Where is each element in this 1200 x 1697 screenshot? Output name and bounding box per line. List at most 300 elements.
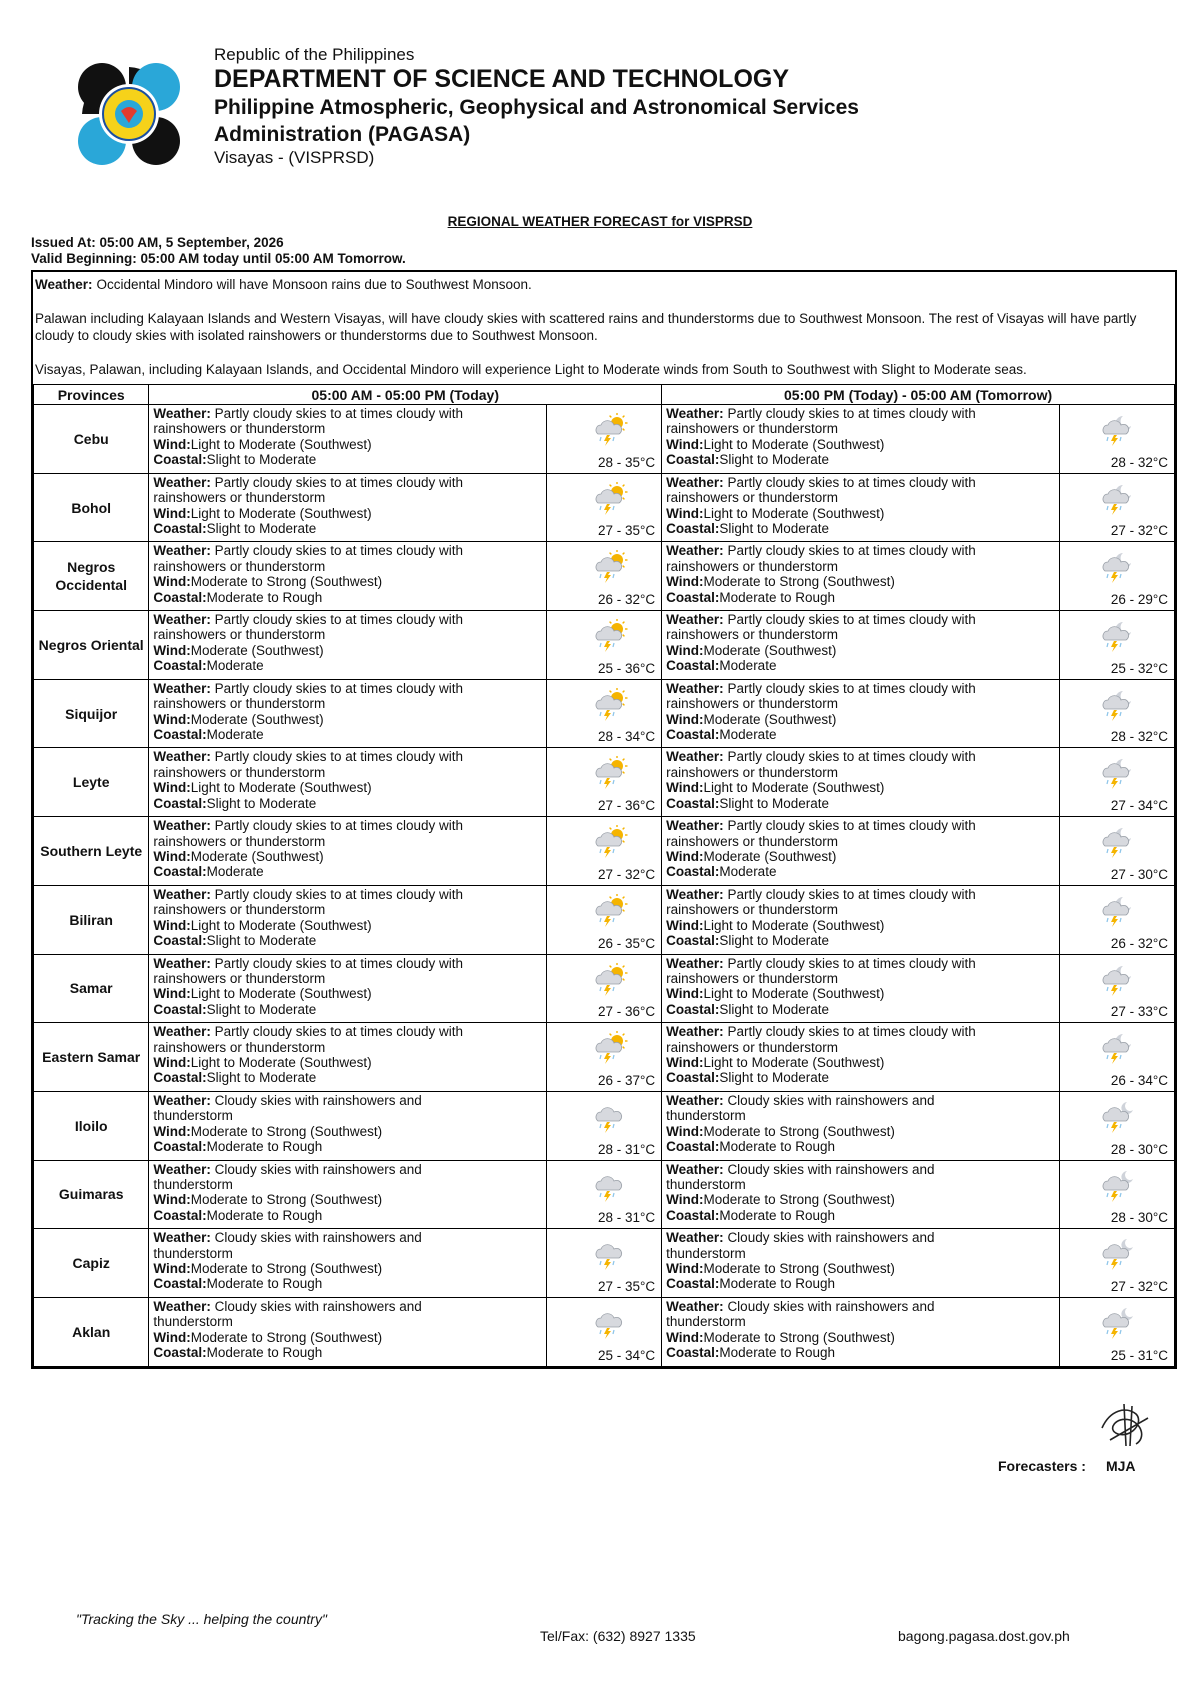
weather-value: Partly cloudy skies to at times cloudy with	[214, 406, 464, 421]
weather-line2	[153, 1246, 541, 1261]
coastal-value: Slight to Moderate	[719, 795, 829, 811]
partly-cloudy-thunderstorm-night-icon	[1099, 1031, 1135, 1065]
weather-label: Weather:	[153, 543, 211, 559]
coastal-value: Moderate to Rough	[719, 589, 835, 605]
partly-cloudy-thunderstorm-night-icon	[1099, 619, 1135, 653]
weather-value2: rainshowers or thunderstorm	[153, 490, 326, 506]
temperature-range: 26 - 37°C	[597, 1072, 656, 1088]
weather-line2	[666, 559, 1054, 574]
table-row	[34, 748, 1175, 817]
forecast-desc-today	[149, 1297, 546, 1366]
weather-line	[666, 1093, 1054, 1108]
weather-value2: rainshowers or thunderstorm	[153, 902, 326, 918]
forecast-icon-cell-night	[1059, 473, 1174, 542]
weather-label: Weather:	[153, 612, 211, 628]
temperature-range: 28 - 32°C	[1110, 454, 1168, 470]
weather-line2	[666, 902, 1054, 917]
province-name: Negros Oriental	[34, 611, 149, 680]
partly-cloudy-thunderstorm-night-icon	[1099, 894, 1135, 928]
forecast-desc-today	[149, 1229, 546, 1298]
coastal-label: Coastal:	[666, 658, 720, 674]
wind-line	[666, 574, 1054, 589]
weather-line	[153, 543, 541, 558]
forecast-icon-cell-night	[1059, 954, 1174, 1023]
coastal-value: Slight to Moderate	[206, 1001, 317, 1017]
forecast-desc-tonight	[662, 1091, 1059, 1160]
partly-cloudy-thunderstorm-night-icon	[1099, 413, 1135, 447]
weather-value: Partly cloudy skies to at times cloudy with	[727, 749, 976, 765]
cloudy-thunderstorm-night-icon	[1099, 1237, 1135, 1271]
weather-line2	[666, 1314, 1054, 1329]
weather-value: Partly cloudy skies to at times cloudy with	[727, 543, 976, 559]
partly-cloudy-thunderstorm-day-icon	[592, 619, 628, 653]
wind-value: Moderate to Strong (Southwest)	[703, 1192, 895, 1208]
forecast-desc-today	[149, 954, 546, 1023]
temperature-range: 27 - 30°C	[1110, 866, 1168, 882]
coastal-line	[666, 1208, 1054, 1223]
partly-cloudy-thunderstorm-night-icon	[1099, 482, 1135, 516]
partly-cloudy-thunderstorm-day-icon	[592, 413, 628, 447]
weather-line	[153, 1162, 541, 1177]
forecast-desc-today	[149, 611, 546, 680]
weather-line	[666, 887, 1054, 902]
forecast-icon-cell-night	[1059, 1297, 1174, 1366]
province-name: Southern Leyte	[34, 817, 149, 886]
temperature-range: 25 - 34°C	[597, 1347, 656, 1363]
weather-label: Weather:	[666, 818, 724, 834]
coastal-line	[153, 521, 541, 536]
table-header-row	[34, 385, 1175, 405]
wind-line	[666, 643, 1054, 658]
table-row	[34, 679, 1175, 748]
weather-value2: thunderstorm	[666, 1108, 746, 1124]
wind-value: Moderate (Southwest)	[703, 642, 837, 658]
weather-value: Cloudy skies with rainshowers and	[214, 1298, 422, 1314]
synopsis-p3: Visayas, Palawan, including Kalayaan Islands, and Occidental Mindoro will experience Light to Moderate winds from South to Southwest with Slight to Moderate seas.	[35, 362, 1027, 377]
footer-website[interactable]: bagong.pagasa.dost.gov.ph	[898, 1628, 1070, 1644]
temperature-range: 26 - 35°C	[597, 935, 656, 951]
weather-value2: rainshowers or thunderstorm	[153, 421, 326, 437]
forecast-icon-cell-day	[546, 473, 661, 542]
wind-line	[153, 712, 541, 727]
coastal-label: Coastal:	[666, 1139, 720, 1155]
wind-label: Wind:	[666, 436, 704, 452]
weather-line2	[153, 490, 541, 505]
forecast-icon-cell-day	[546, 1297, 661, 1366]
coastal-label: Coastal:	[666, 1276, 720, 1292]
forecast-desc-today	[149, 542, 546, 611]
weather-value2: rainshowers or thunderstorm	[153, 558, 326, 574]
partly-cloudy-thunderstorm-day-icon	[592, 825, 628, 859]
wind-line	[153, 1330, 541, 1345]
coastal-line	[666, 933, 1054, 948]
wind-line	[666, 712, 1054, 727]
wind-value: Light to Moderate (Southwest)	[703, 917, 885, 933]
partly-cloudy-thunderstorm-day-icon	[592, 688, 628, 722]
cloudy-thunderstorm-icon	[592, 1169, 628, 1203]
weather-line2	[153, 834, 541, 849]
coastal-value: Slight to Moderate	[719, 1070, 829, 1086]
wind-label: Wind:	[666, 1055, 704, 1070]
partly-cloudy-thunderstorm-day-icon	[592, 550, 628, 584]
coastal-line	[153, 1070, 541, 1085]
wind-line	[153, 643, 541, 658]
coastal-value: Moderate to Rough	[719, 1139, 835, 1155]
weather-line	[153, 1230, 541, 1245]
forecast-icon-cell-day	[546, 611, 661, 680]
weather-value2: rainshowers or thunderstorm	[153, 833, 326, 849]
coastal-value: Moderate to Rough	[719, 1345, 835, 1361]
wind-label: Wind:	[666, 1261, 704, 1277]
wind-value: Moderate to Strong (Southwest)	[703, 1261, 895, 1277]
coastal-value: Moderate to Rough	[206, 1139, 323, 1155]
wind-value: Light to Moderate (Southwest)	[190, 986, 372, 1002]
coastal-label: Coastal:	[666, 520, 720, 536]
coastal-line	[153, 1276, 541, 1291]
wind-line	[666, 1055, 1054, 1070]
wind-label: Wind:	[666, 711, 704, 727]
weather-line2	[666, 765, 1054, 780]
weather-line	[666, 475, 1054, 490]
wind-label: Wind:	[153, 642, 191, 658]
agency-name-line2: Administration (PAGASA)	[214, 123, 471, 146]
weather-label: Weather:	[666, 886, 724, 902]
weather-label: Weather:	[666, 1161, 724, 1177]
wind-value: Moderate to Strong (Southwest)	[703, 1329, 895, 1345]
issue-info	[31, 235, 406, 267]
weather-value: Cloudy skies with rainshowers and	[727, 1092, 935, 1108]
forecast-desc-today	[149, 748, 546, 817]
coastal-line	[666, 1070, 1054, 1085]
weather-line	[666, 612, 1054, 627]
wind-label: Wind:	[666, 505, 704, 521]
coastal-value: Moderate to Rough	[206, 1276, 323, 1292]
forecast-desc-tonight	[662, 1229, 1059, 1298]
coastal-label: Coastal:	[666, 726, 720, 742]
province-name: Leyte	[34, 748, 149, 817]
forecast-desc-today	[149, 473, 546, 542]
weather-label: Weather:	[666, 680, 724, 696]
weather-line	[666, 681, 1054, 696]
wind-label: Wind:	[666, 574, 704, 590]
coastal-line	[666, 1139, 1054, 1154]
coastal-label: Coastal:	[153, 658, 207, 674]
coastal-label: Coastal:	[153, 1207, 207, 1223]
weather-value: Cloudy skies with rainshowers and	[727, 1230, 935, 1246]
weather-line	[153, 956, 541, 971]
weather-value: Partly cloudy skies to at times cloudy with	[214, 680, 464, 696]
forecast-icon-cell-day	[546, 748, 661, 817]
partly-cloudy-thunderstorm-night-icon	[1099, 756, 1135, 790]
coastal-line	[666, 452, 1054, 467]
weather-line	[153, 612, 541, 627]
weather-label: Weather:	[153, 1024, 211, 1040]
forecast-box	[31, 270, 1177, 1369]
weather-label: Weather:	[153, 474, 211, 490]
weather-value: Partly cloudy skies to at times cloudy with	[214, 818, 464, 834]
weather-value2: rainshowers or thunderstorm	[666, 627, 838, 643]
coastal-label: Coastal:	[666, 795, 720, 811]
coastal-value: Slight to Moderate	[719, 520, 829, 536]
coastal-line	[153, 590, 541, 605]
weather-line	[153, 406, 541, 421]
partly-cloudy-thunderstorm-day-icon	[592, 1031, 628, 1065]
coastal-value: Slight to Moderate	[719, 933, 829, 949]
wind-label: Wind:	[666, 780, 704, 796]
wind-label: Wind:	[153, 1192, 191, 1208]
coastal-value: Moderate	[719, 726, 777, 742]
forecast-icon-cell-night	[1059, 748, 1174, 817]
temperature-range: 25 - 31°C	[1110, 1347, 1168, 1363]
weather-value: Partly cloudy skies to at times cloudy with	[214, 1024, 464, 1040]
weather-value: Partly cloudy skies to at times cloudy with	[727, 406, 976, 421]
temperature-range: 28 - 32°C	[1110, 729, 1168, 745]
forecast-desc-today	[149, 1160, 546, 1229]
weather-label: Weather:	[153, 680, 211, 696]
weather-value2: thunderstorm	[153, 1176, 233, 1192]
weather-value2: rainshowers or thunderstorm	[666, 970, 838, 986]
letterhead-text	[214, 45, 859, 168]
wind-line	[666, 1192, 1054, 1207]
weather-line	[153, 1093, 541, 1108]
weather-value2: rainshowers or thunderstorm	[153, 764, 326, 780]
weather-value2: thunderstorm	[666, 1314, 746, 1330]
forecast-desc-today	[149, 885, 546, 954]
forecast-desc-tonight	[662, 1023, 1059, 1092]
weather-line	[153, 749, 541, 764]
letterhead	[74, 45, 974, 180]
weather-value: Partly cloudy skies to at times cloudy with	[727, 818, 976, 834]
forecast-desc-tonight	[662, 1160, 1059, 1229]
weather-line2	[666, 971, 1054, 986]
weather-line	[153, 887, 541, 902]
coastal-line	[666, 1345, 1054, 1360]
province-name: Bohol	[34, 473, 149, 542]
forecast-desc-tonight	[662, 542, 1059, 611]
weather-value2: thunderstorm	[153, 1245, 233, 1261]
table-row	[34, 405, 1175, 474]
weather-line2	[666, 1177, 1054, 1192]
weather-label: Weather:	[153, 886, 211, 902]
coastal-line	[153, 864, 541, 879]
province-name: Aklan	[34, 1297, 149, 1366]
table-row	[34, 611, 1175, 680]
weather-line	[153, 1299, 541, 1314]
coastal-line	[666, 521, 1054, 536]
wind-line	[666, 1261, 1054, 1276]
table-row	[34, 1023, 1175, 1092]
coastal-line	[153, 658, 541, 673]
forecast-desc-today	[149, 679, 546, 748]
weather-value: Partly cloudy skies to at times cloudy with	[727, 1024, 976, 1040]
weather-line	[153, 818, 541, 833]
weather-value2: thunderstorm	[153, 1108, 233, 1124]
weather-value: Partly cloudy skies to at times cloudy with	[214, 749, 464, 765]
partly-cloudy-thunderstorm-night-icon	[1099, 550, 1135, 584]
weather-label: Weather:	[666, 749, 724, 765]
weather-label: Weather:	[666, 1230, 724, 1246]
weather-value: Cloudy skies with rainshowers and	[214, 1161, 422, 1177]
coastal-value: Moderate	[206, 658, 264, 674]
wind-line	[153, 1055, 541, 1070]
forecasters-line	[998, 1458, 1136, 1474]
forecast-icon-cell-day	[546, 885, 661, 954]
cloudy-thunderstorm-night-icon	[1099, 1169, 1135, 1203]
forecast-icon-cell-night	[1059, 679, 1174, 748]
weather-label: Weather:	[666, 612, 724, 628]
weather-value: Partly cloudy skies to at times cloudy with	[727, 955, 976, 971]
coastal-label: Coastal:	[153, 589, 207, 605]
table-row	[34, 542, 1175, 611]
weather-line	[666, 749, 1054, 764]
forecast-icon-cell-night	[1059, 611, 1174, 680]
weather-value: Partly cloudy skies to at times cloudy with	[214, 886, 464, 902]
temperature-range: 28 - 30°C	[1110, 1210, 1168, 1226]
coastal-label: Coastal:	[666, 452, 720, 468]
wind-value: Light to Moderate (Southwest)	[703, 505, 885, 521]
weather-label: Weather:	[666, 955, 724, 971]
wind-line	[666, 849, 1054, 864]
weather-label: Weather:	[153, 955, 211, 971]
weather-label: Weather:	[666, 1298, 724, 1314]
wind-label: Wind:	[666, 848, 704, 864]
wind-line	[153, 986, 541, 1001]
forecast-desc-tonight	[662, 679, 1059, 748]
province-name: Eastern Samar	[34, 1023, 149, 1092]
wind-label: Wind:	[153, 505, 191, 521]
table-row	[34, 1229, 1175, 1298]
col-tonight: 05:00 PM (Today) - 05:00 AM (Tomorrow)	[662, 385, 1175, 405]
temperature-range: 26 - 32°C	[1110, 935, 1168, 951]
weather-line	[666, 406, 1054, 421]
weather-line2	[153, 696, 541, 711]
coastal-label: Coastal:	[666, 864, 720, 880]
weather-line2	[666, 490, 1054, 505]
forecast-desc-tonight	[662, 473, 1059, 542]
province-name: Samar	[34, 954, 149, 1023]
temperature-range: 27 - 33°C	[1110, 1004, 1168, 1020]
forecast-icon-cell-night	[1059, 1091, 1174, 1160]
weather-label: Weather:	[666, 543, 724, 559]
weather-label: Weather:	[666, 1092, 724, 1108]
partly-cloudy-thunderstorm-day-icon	[592, 756, 628, 790]
wind-label: Wind:	[666, 1123, 704, 1139]
forecast-icon-cell-day	[546, 1229, 661, 1298]
coastal-label: Coastal:	[153, 1139, 207, 1155]
coastal-line	[666, 1276, 1054, 1291]
forecast-desc-tonight	[662, 954, 1059, 1023]
weather-value2: rainshowers or thunderstorm	[666, 764, 838, 780]
weather-line2	[666, 1040, 1054, 1055]
wind-line	[153, 574, 541, 589]
province-name: Iloilo	[34, 1091, 149, 1160]
wind-label: Wind:	[153, 1123, 191, 1139]
province-name: Biliran	[34, 885, 149, 954]
wind-line	[666, 437, 1054, 452]
weather-value2: rainshowers or thunderstorm	[666, 696, 838, 712]
coastal-line	[666, 796, 1054, 811]
weather-value: Cloudy skies with rainshowers and	[727, 1161, 935, 1177]
wind-label: Wind:	[666, 1329, 704, 1345]
synopsis-label: Weather:	[35, 277, 93, 292]
weather-line	[666, 1024, 1054, 1039]
coastal-line	[666, 1002, 1054, 1017]
wind-label: Wind:	[666, 1192, 704, 1208]
coastal-label: Coastal:	[153, 1070, 207, 1086]
forecast-icon-cell-day	[546, 1091, 661, 1160]
forecast-desc-today	[149, 817, 546, 886]
temperature-range: 25 - 36°C	[597, 660, 656, 676]
province-forecast-table	[33, 384, 1175, 1367]
weather-value2: rainshowers or thunderstorm	[666, 490, 838, 506]
wind-value: Light to Moderate (Southwest)	[703, 1055, 885, 1070]
wind-line	[153, 437, 541, 452]
weather-value2: rainshowers or thunderstorm	[153, 1039, 326, 1055]
temperature-range: 27 - 35°C	[597, 1278, 656, 1294]
weather-label: Weather:	[153, 1161, 211, 1177]
coastal-value: Slight to Moderate	[206, 1070, 317, 1086]
weather-line2	[153, 1040, 541, 1055]
wind-line	[666, 1330, 1054, 1345]
weather-value: Partly cloudy skies to at times cloudy with	[214, 612, 464, 628]
wind-label: Wind:	[153, 780, 191, 796]
wind-label: Wind:	[153, 711, 191, 727]
wind-label: Wind:	[153, 848, 191, 864]
weather-value2: rainshowers or thunderstorm	[153, 970, 326, 986]
agency-name-line1: Philippine Atmospheric, Geophysical and Astronomical Services	[214, 96, 859, 119]
weather-line	[666, 1162, 1054, 1177]
cloudy-thunderstorm-icon	[592, 1237, 628, 1271]
province-name: Siquijor	[34, 679, 149, 748]
temperature-range: 25 - 32°C	[1110, 660, 1168, 676]
coastal-value: Slight to Moderate	[719, 452, 829, 468]
forecast-icon-cell-day	[546, 542, 661, 611]
forecast-desc-today	[149, 1023, 546, 1092]
partly-cloudy-thunderstorm-day-icon	[592, 482, 628, 516]
weather-label: Weather:	[666, 1024, 724, 1040]
coastal-line	[153, 1139, 541, 1154]
weather-line	[153, 475, 541, 490]
table-row	[34, 1160, 1175, 1229]
weather-line	[666, 818, 1054, 833]
weather-label: Weather:	[153, 818, 211, 834]
weather-synopsis	[33, 272, 1175, 384]
forecast-icon-cell-night	[1059, 885, 1174, 954]
coastal-label: Coastal:	[153, 1001, 207, 1017]
wind-value: Moderate (Southwest)	[190, 711, 324, 727]
table-row	[34, 1297, 1175, 1366]
table-row	[34, 885, 1175, 954]
weather-line	[153, 1024, 541, 1039]
wind-value: Moderate to Strong (Southwest)	[190, 1261, 383, 1277]
partly-cloudy-thunderstorm-day-icon	[592, 894, 628, 928]
temperature-range: 26 - 32°C	[597, 592, 656, 608]
cloudy-thunderstorm-night-icon	[1099, 1100, 1135, 1134]
weather-line	[666, 1299, 1054, 1314]
wind-value: Moderate to Strong (Southwest)	[703, 574, 895, 590]
forecast-icon-cell-night	[1059, 1160, 1174, 1229]
forecast-icon-cell-day	[546, 1023, 661, 1092]
coastal-value: Moderate	[719, 658, 777, 674]
weather-value: Cloudy skies with rainshowers and	[214, 1092, 422, 1108]
forecast-icon-cell-day	[546, 817, 661, 886]
wind-label: Wind:	[153, 1055, 191, 1070]
temperature-range: 28 - 34°C	[597, 729, 656, 745]
coastal-value: Slight to Moderate	[206, 452, 317, 468]
coastal-label: Coastal:	[153, 452, 207, 468]
weather-line	[666, 1230, 1054, 1245]
temperature-range: 26 - 34°C	[1110, 1072, 1168, 1088]
